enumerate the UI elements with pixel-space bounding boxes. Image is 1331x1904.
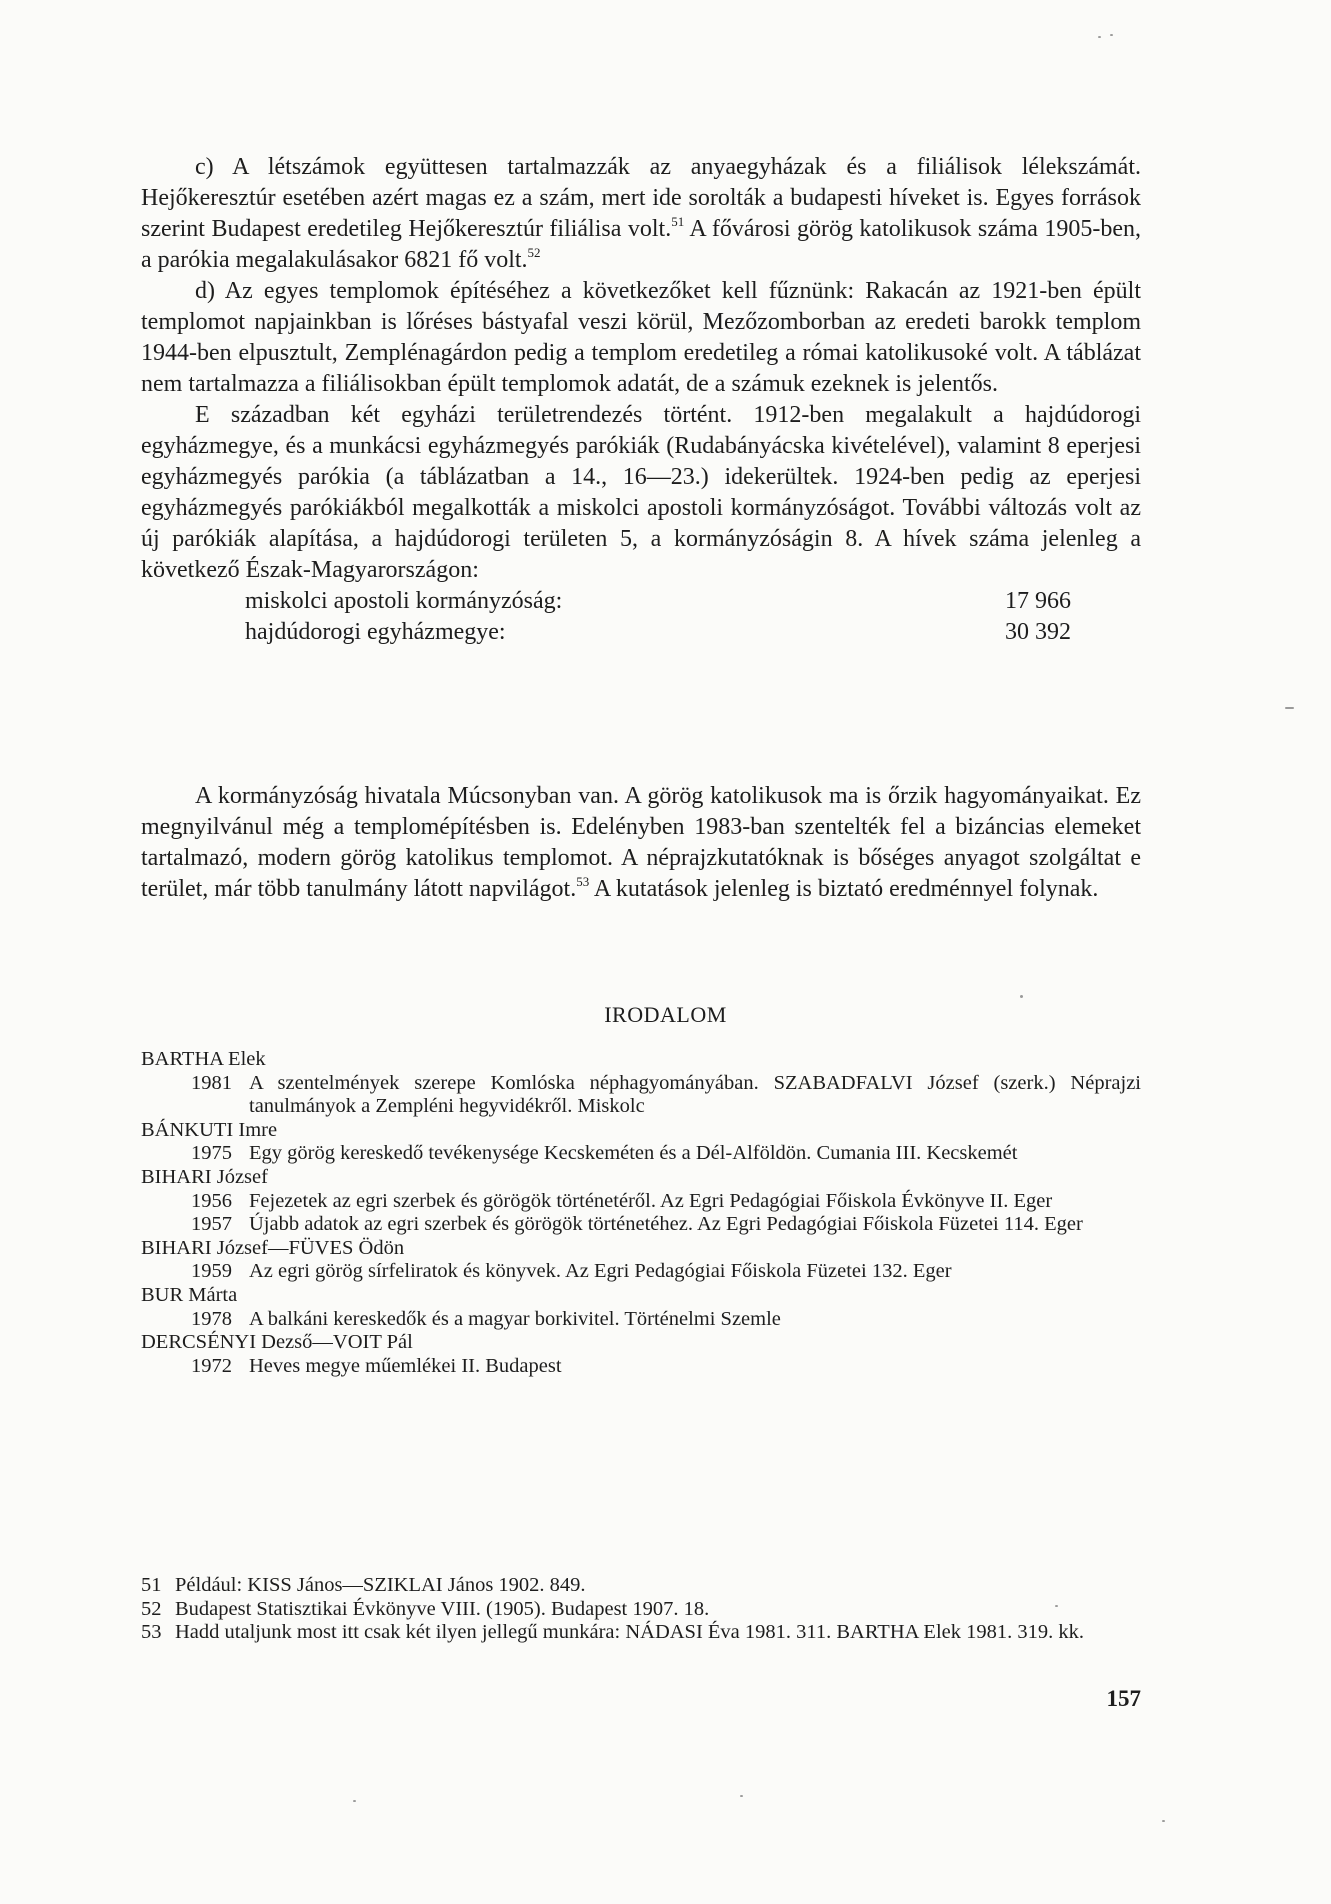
bib-author: BÁNKUTI Imre: [141, 1118, 278, 1141]
footnote-number: 51: [141, 1574, 162, 1596]
bib-entry: [141, 1260, 1141, 1284]
paragraph-c: c) A létszámok együttesen tartalmazzák az anyaegyházak és a filiálisok lélekszámát. Hejőkeresztúr esetében azért magas ez a szám, mert ide sorolták a budapesti híveket is. Egyes források szerint Budapest eredetileg Hejőkeresztúr filiálisa volt.$^{51}$ A fővárosi görög katolikusok száma 1905-ben, a parókia megalakulásakor 6821 fő volt.$^{52}$: [141, 154, 1141, 273]
bib-author: BUR Márta: [141, 1283, 238, 1306]
footnote-ref-52[interactable]: 52: [527, 245, 541, 260]
paragraph-territory: E században két egyházi területrendezés történt. 1912-ben megalakult a hajdúdorogi egyházmegye, és a munkácsi egyházmegyés parókiák (Rudabányácska kivételével), valamint 8 eperjesi egyházmegyés parókia (a táblázatban a 14., 16—23.) idekerültek. 1924-ben pedig az eperjesi egyházmegyés parókiákból megalkották a miskolci apostoli kormányzóságot. További változás volt az új parókiák alapítása, a hajdúdorogi területen 5, a kormányzóságin 8. A hívek száma jelenleg a következő Észak-Magyarországon:: [141, 402, 1141, 583]
bib-year: 1957: [191, 1213, 232, 1236]
closing-paragraph-block: [141, 781, 1141, 905]
bib-text: A szentelmények szerepe Komlóska néphagyományában. SZABADFALVI József (szerk.) Néprajzi tanulmányok a Zempléni hegyvidékről. Miskolc: [249, 1071, 1141, 1118]
bib-year: 1972: [191, 1354, 232, 1377]
bib-year: 1981: [191, 1071, 232, 1094]
bib-year: 1975: [191, 1142, 232, 1165]
footnote-ref-53[interactable]: 53: [576, 874, 590, 889]
bib-text: Fejezetek az egri szerbek és görögök történetéről. Az Egri Pedagógiai Főiskola Évkönyve II. Eger: [249, 1189, 1053, 1212]
bib-author: BIHARI József—FÜVES Ödön: [141, 1236, 405, 1259]
bib-entry: [141, 1308, 1141, 1332]
stat-value: 17 966: [1005, 588, 1071, 614]
scan-speck: [1055, 1605, 1058, 1607]
bibliography: [141, 1048, 1141, 1378]
footnote-number: 52: [141, 1597, 162, 1620]
footnote-text: Hadd utaljunk most itt csak két ilyen jellegű munkára: NÁDASI Éva 1981. 311. BARTHA Elek 1981. 319. kk.: [175, 1621, 1084, 1644]
stat-label: hajdúdorogi egyházmegye:: [245, 619, 506, 645]
footnote-text: Például: KISS János—SZIKLAI János 1902. 849.: [175, 1574, 586, 1596]
bib-year: 1956: [191, 1189, 232, 1212]
stats-row: [245, 586, 1145, 617]
bib-author: BARTHA Elek: [141, 1048, 266, 1070]
scan-speck: [1098, 36, 1101, 38]
bib-entry: [141, 1355, 1141, 1379]
footnote-51: [141, 1574, 1141, 1598]
stats-table: [141, 586, 1141, 648]
section-heading: IRODALOM: [604, 1002, 727, 1027]
bib-entry: [141, 1213, 1141, 1237]
footnote-text: Budapest Statisztikai Évkönyve VIII. (1905). Budapest 1907. 18.: [175, 1597, 710, 1620]
bib-text: A balkáni kereskedők és a magyar borkivitel. Történelmi Szemle: [249, 1307, 781, 1330]
bib-year: 1959: [191, 1260, 232, 1283]
bib-entry: [141, 1072, 1141, 1119]
bib-author: DERCSÉNYI Dezső—VOIT Pál: [141, 1331, 413, 1354]
footnote-ref-51[interactable]: 51: [671, 214, 685, 229]
scan-speck: [1110, 34, 1113, 36]
bib-text: Egy görög kereskedő tevékenysége Kecskeméten és a Dél-Alföldön. Cumania III. Kecskemét: [249, 1142, 1018, 1165]
body-text: [141, 152, 1141, 648]
footnotes: [141, 1574, 1141, 1645]
paragraph-d: d) Az egyes templomok építéséhez a következőket kell fűznünk: Rakacán az 1921-ben épült templomot napjainkban is lőréses bástyafal veszi körül, Mezőzomborban az eredeti barokk templom 1944-ben elpusztult, Zemplénagárdon pedig a templom eredetileg a római katolikusoké volt. A táblázat nem tartalmazza a filiálisokban épült templomok adatát, de a számuk ezeknek is jelentős.: [141, 278, 1141, 397]
stat-value: 30 392: [1005, 619, 1071, 645]
bib-entry: [141, 1190, 1141, 1214]
footnote-52: [141, 1598, 1141, 1622]
scan-speck: [1020, 995, 1023, 998]
scan-speck: [1162, 1820, 1165, 1822]
bib-author: BIHARI József: [141, 1165, 268, 1188]
closing-paragraph: A kormányzóság hivatala Múcsonyban van. A görög katolikusok ma is őrzik hagyományaikat. Ez megnyilvánul még a templomépítésben is. Edelényben 1983-ban szentelték fel a bizáncias elemeket tartalmazó, modern görög katolikus templomot. A néprajzkutatóknak is bőséges anyagot szolgáltat e terület, már több tanulmány látott napvilágot.$^{53}$ A kutatások jelenleg is biztató eredménnyel folynak.: [141, 783, 1141, 902]
stat-label: miskolci apostoli kormányzóság:: [245, 588, 563, 614]
scan-speck: [1285, 707, 1294, 709]
scan-speck: [353, 1800, 356, 1802]
footnote-number: 53: [141, 1621, 162, 1644]
bib-year: 1978: [191, 1307, 232, 1330]
bib-text: Újabb adatok az egri szerbek és görögök történetéhez. Az Egri Pedagógiai Főiskola Füzetei 114. Eger: [249, 1213, 1083, 1236]
bib-text: Heves megye műemlékei II. Budapest: [249, 1354, 562, 1377]
scan-speck: [740, 1795, 743, 1797]
bib-text: Az egri görög sírfeliratok és könyvek. Az Egri Pedagógiai Főiskola Füzetei 132. Eger: [249, 1260, 952, 1283]
page-number: 157: [1106, 1686, 1141, 1711]
bib-entry: [141, 1142, 1141, 1166]
stats-row: [245, 617, 1145, 648]
footnote-53: [141, 1621, 1141, 1645]
